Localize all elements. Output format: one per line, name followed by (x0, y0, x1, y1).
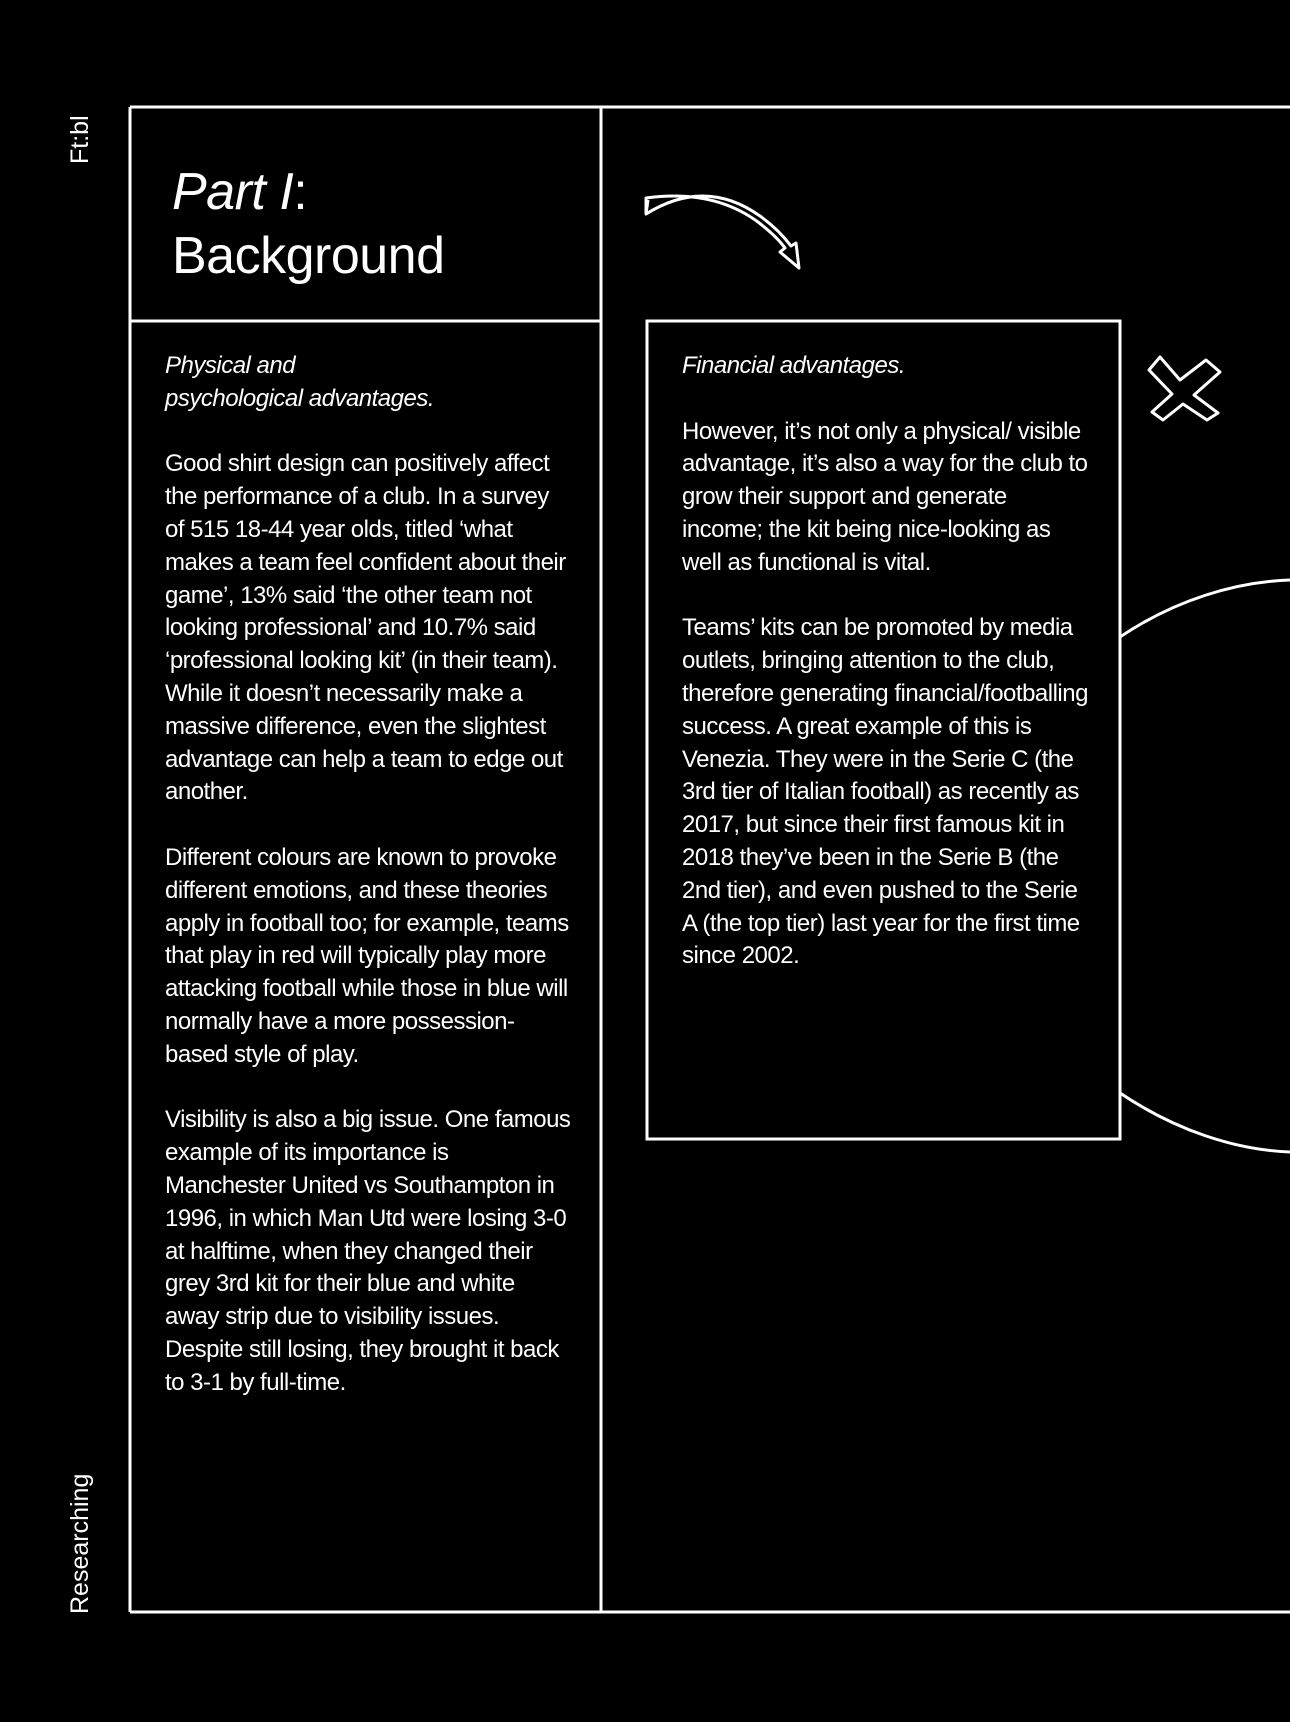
section-label: Researching (66, 1473, 94, 1614)
left-paragraph: Different colours are known to provoke different emotions, and these theories apply in football too; for example, teams that play in red will typically play more attacking football while those in blue will normally have a more possession-based style of play. (165, 843, 569, 1068)
hand-drawn-curved-arrow-icon (646, 196, 799, 268)
financial-heading: Financial advantages. (682, 352, 905, 379)
right-paragraph: However, it’s not only a physical/ visible advantage, it’s also a way for the club to grow their support and generate income; the kit being nice-looking as well as functional is vital. (682, 417, 1088, 576)
title-part: Part I (172, 163, 294, 221)
title-main: Background (172, 227, 445, 285)
hand-drawn-x-icon (1149, 357, 1220, 420)
left-paragraph: Visibility is also a big issue. One famous example of its importance is Manchester United vs Southampton in 1996, in which Man Utd were losing 3-0 at halftime, when they changed their grey 3rd kit for their blue and white away strip due to visibility issues. Despite still losing, they brought it back to 3-1 by full-time. (165, 1106, 571, 1396)
left-paragraph: Good shirt design can positively affect the performance of a club. In a survey of 515 18-44 year olds, titled ‘what makes a team feel confident about their game’, 13% said ‘the other team not looking professional’ and 10.7% said ‘professional looking kit’ (in their team). While it doesn’t necessarily make a massive difference, even the slightest advantage can help a team to edge out another. (165, 450, 566, 806)
brand-label: Ft:bl (66, 115, 94, 164)
physical-heading-line1: Physical and (165, 352, 296, 379)
physical-heading-line2: psychological advantages. (165, 384, 435, 412)
title-part-line (172, 160, 445, 224)
page-title (172, 160, 445, 288)
financial-advantages-column (682, 350, 1092, 1006)
center-circle-arc (1120, 580, 1290, 637)
physical-advantages-column (165, 350, 571, 1432)
center-circle-arc-lower (1120, 1093, 1290, 1152)
physical-heading (165, 350, 571, 416)
right-paragraph: Teams’ kits can be promoted by media outlets, bringing attention to the club, therefore generating financial/footballing success. A great example of this is Venezia. They were in the Serie C (the 3rd tier of Italian football) as recently as 2017, but since their first famous kit in 2018 they’ve been in the Serie B (the 2nd tier), and even pushed to the Serie A (the top tier) last year for the first time since 2002. (682, 614, 1088, 970)
title-colon: : (293, 163, 308, 221)
